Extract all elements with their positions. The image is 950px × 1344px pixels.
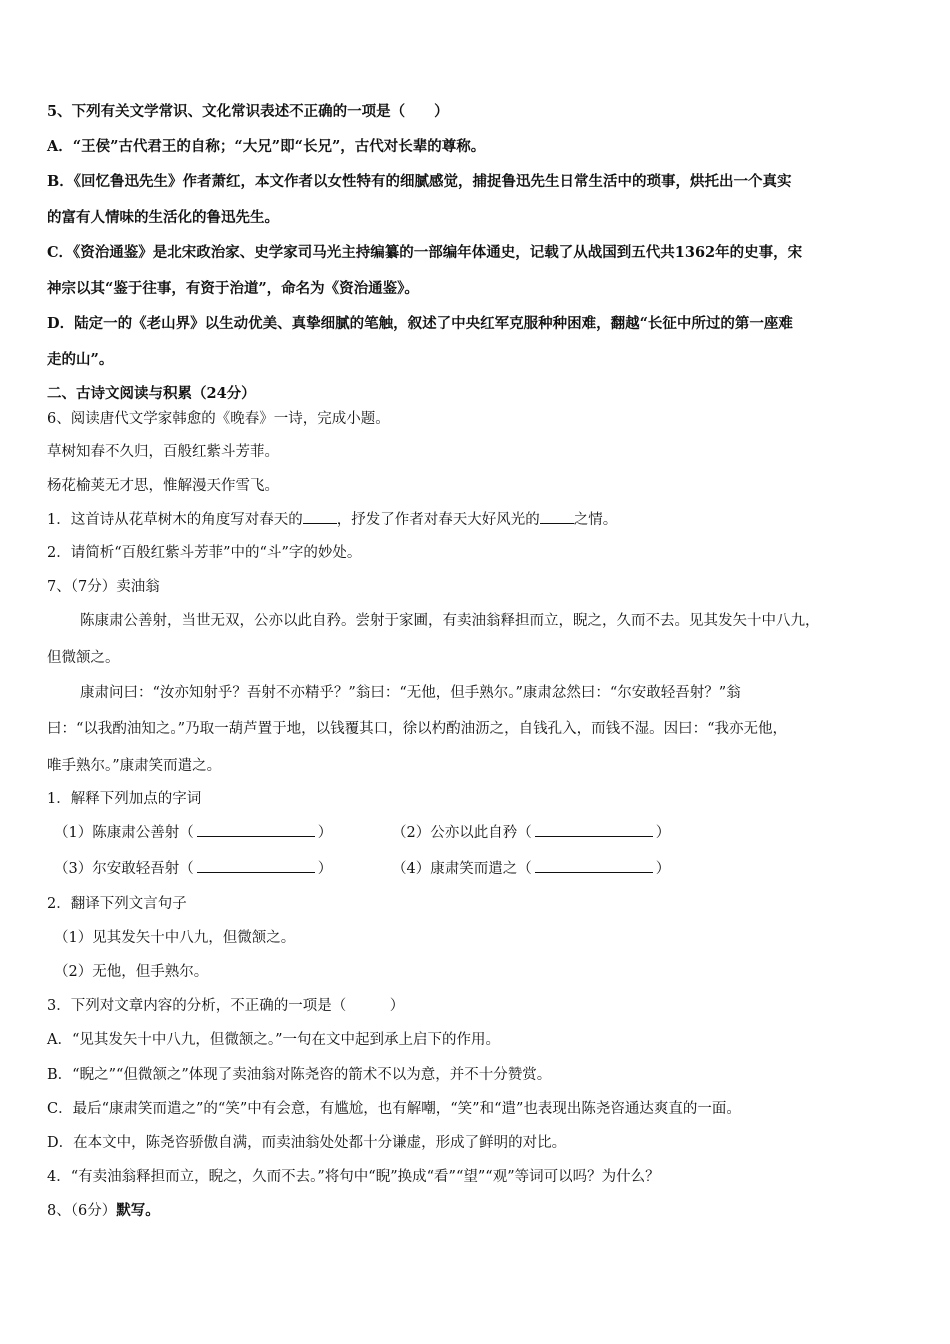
q7-stem: 7、（7分）卖油翁: [47, 579, 160, 595]
q5-option-d-line1: D．陆定一的《老山界》以生动优美、真挚细腻的笔触，叙述了中央红军克服种种困难，翻越“长征中所过的第一座难: [47, 315, 793, 332]
q5-stem: 5、下列有关文学常识、文化常识表述不正确的一项是（ ）: [47, 103, 449, 120]
q7-option-a: A．“见其发矢十中八九，但微颔之。”一句在文中起到承上启下的作用。: [47, 1032, 501, 1048]
q6-poem-line1: 草树知春不久归，百般红紫斗芳菲。: [47, 444, 279, 460]
q6-subq2: 2．请简析“百般红紫斗芳菲”中的“斗”字的妙处。: [47, 545, 362, 561]
q7-subq2: 2．翻译下列文言句子: [47, 896, 187, 912]
q7-word-2: [392, 822, 670, 843]
answer-blank-3[interactable]: [197, 858, 315, 873]
section2-title: 二、古诗文阅读与积累（24分）: [47, 385, 256, 402]
answer-blank-4[interactable]: [535, 858, 653, 873]
q7-subq3: 3．下列对文章内容的分析，不正确的一项是（ ）: [47, 998, 405, 1014]
q7-translate-2: （2）无他，但手熟尔。: [54, 964, 209, 980]
q7-passage-p2-line2: 曰：“以我酌油知之。”乃取一葫芦置于地，以钱覆其口，徐以杓酌油沥之，自钱孔入，而钱不湿。因曰：“我亦无他，: [47, 721, 787, 737]
q7-word-4: [392, 858, 670, 879]
q5-option-c-line1: C．《资治通鉴》是北宋政治家、史学家司马光主持编纂的一部编年体通史，记载了从战国到五代共1362年的史事，宋: [47, 244, 803, 261]
q7-passage-p1-line2: 但微颔之。: [47, 650, 120, 666]
q5-option-b-line1: B．《回忆鲁迅先生》作者萧红，本文作者以女性特有的细腻感觉，捕捉鲁迅先生日常生活中的琐事，烘托出一个真实: [47, 173, 792, 190]
q7-word-2-close: ）: [655, 825, 671, 841]
q7-translate-1: （1）见其发矢十中八九，但微颔之。: [54, 930, 296, 946]
q7-word-1: [54, 822, 332, 843]
q7-passage-p1-line1: 陈康肃公善射，当世无双，公亦以此自矜。尝射于家圃，有卖油翁释担而立，睨之，久而不去。见其发矢十中八九，: [80, 613, 820, 629]
q7-word-3: [54, 858, 332, 879]
q8-title: 默写。: [116, 1202, 160, 1219]
q7-word-4-close: ）: [655, 861, 671, 877]
blank-1[interactable]: [303, 509, 337, 524]
q7-word-1-label: （1）陈康肃公善射（: [54, 825, 194, 841]
blank-2[interactable]: [540, 509, 574, 524]
q6-stem: 6、阅读唐代文学家韩愈的《晚春》一诗，完成小题。: [47, 411, 390, 427]
q6-subq1-part1: 1．这首诗从花草树木的角度写对春天的: [47, 512, 303, 528]
q7-word-3-label: （3）尔安敢轻吾射（: [54, 861, 194, 877]
q5-option-c-line2: 神宗以其“鉴于往事，有资于治道”，命名为《资治通鉴》。: [47, 280, 419, 297]
q5-option-a: A．“王侯”古代君王的自称；“大兄”即“长兄”，古代对长辈的尊称。: [47, 138, 486, 155]
q7-option-c: C．最后“康肃笑而遣之”的“笑”中有会意，有尴尬，也有解嘲，“笑”和“遣”也表现出陈尧咨通达爽直的一面。: [47, 1101, 741, 1117]
q5-option-d-line2: 走的山”。: [47, 351, 114, 368]
q6-subq1-part2: ，抒发了作者对春天大好风光的: [336, 512, 540, 528]
q7-passage-p2-line3: 唯手熟尔。”康肃笑而遣之。: [47, 758, 222, 774]
q7-word-2-label: （2）公亦以此自矜（: [392, 825, 532, 841]
q7-option-b: B．“睨之”“但微颔之”体现了卖油翁对陈尧咨的箭术不以为意，并不十分赞赏。: [47, 1067, 552, 1083]
q7-word-1-close: ）: [317, 825, 333, 841]
q6-subq1: [47, 509, 617, 530]
q7-subq4: 4．“有卖油翁释担而立，睨之，久而不去。”将句中“睨”换成“看”“望”“观”等词可以吗？为什么？: [47, 1169, 660, 1185]
answer-blank-2[interactable]: [535, 822, 653, 837]
q8-heading: [47, 1201, 160, 1221]
q7-word-4-label: （4）康肃笑而遣之（: [392, 861, 532, 877]
q7-option-d: D．在本文中，陈尧咨骄傲自满，而卖油翁处处都十分谦虚，形成了鲜明的对比。: [47, 1135, 567, 1151]
q8-number: 8、（6分）: [47, 1203, 117, 1219]
answer-blank-1[interactable]: [197, 822, 315, 837]
q5-option-b-line2: 的富有人情味的生活化的鲁迅先生。: [47, 209, 279, 226]
q7-word-3-close: ）: [317, 861, 333, 877]
q6-poem-line2: 杨花榆荚无才思，惟解漫天作雪飞。: [47, 478, 279, 494]
q6-subq1-part3: 之情。: [573, 512, 618, 528]
q7-passage-p2-line1: 康肃问曰：“汝亦知射乎？吾射不亦精乎？”翁曰：“无他，但手熟尔。”康肃忿然曰：“尔安敢轻吾射？”翁: [80, 685, 741, 701]
q7-subq1: 1．解释下列加点的字词: [47, 791, 202, 807]
